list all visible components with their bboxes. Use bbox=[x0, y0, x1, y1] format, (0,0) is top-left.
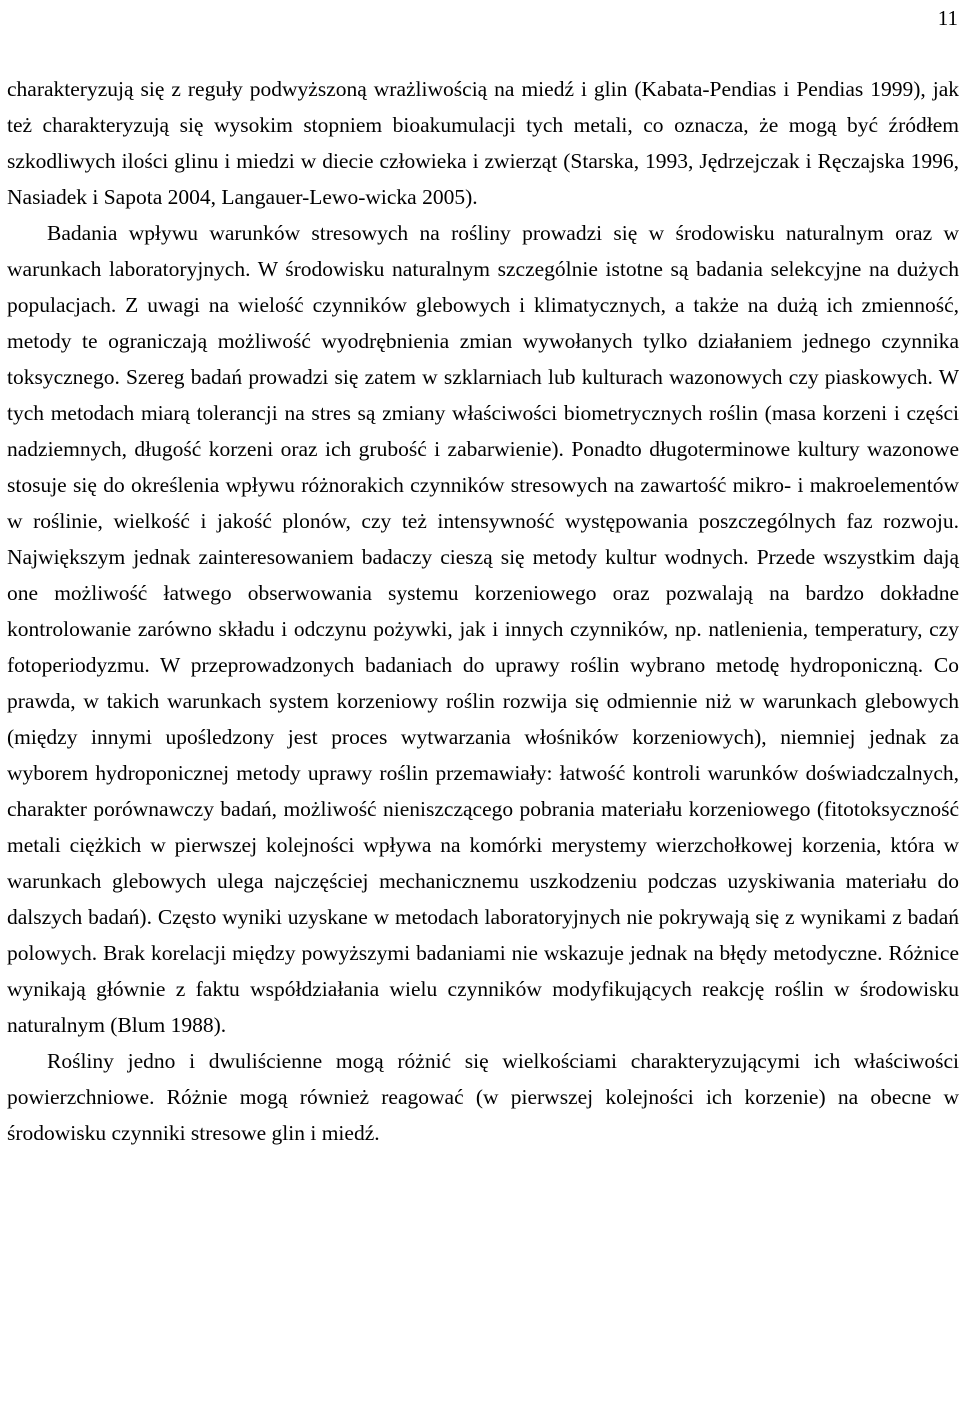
paragraph-plant-properties: Rośliny jedno i dwuliścienne mogą różnić się wielkościami charakteryzującymi ich właściwości powierzchniowe. Różnie mogą również reagować (w pierwszej kolejności ich korzenie) na obecne w środowisku czynniki stresowe glin i miedź. bbox=[7, 1049, 959, 1145]
body-text bbox=[7, 71, 959, 1151]
paragraph-continuation: charakteryzują się z reguły podwyższoną wrażliwością na miedź i glin (Kabata-Pendias i Pendias 1999), jak też charakteryzują się wysokim stopniem bioakumulacji tych metali, co oznacza, że mogą być źródłem szkodliwych ilości glinu i miedzi w diecie człowieka i zwierząt (Starska, 1993, Jędrzejczak i Ręczajska 1996, Nasiadek i Sapota 2004, Langauer-Lewo-wicka 2005). bbox=[7, 77, 959, 209]
page-number: 11 bbox=[937, 6, 958, 30]
paragraph-research-methods: Badania wpływu warunków stresowych na rośliny prowadzi się w środowisku naturalnym oraz w warunkach laboratoryjnych. W środowisku naturalnym szczególnie istotne są badania selekcyjne na dużych populacjach. Z uwagi na wielość czynników glebowych i klimatycznych, a także na dużą ich zmienność, metody te ograniczają możliwość wyodrębnienia zmian wywołanych tylko działaniem jednego czynnika toksycznego. Szereg badań prowadzi się zatem w szklarniach lub kulturach wazonowych czy piaskowych. W tych metodach miarą tolerancji na stres są zmiany właściwości biometrycznych roślin (masa korzeni i części nadziemnych, długość korzeni oraz ich grubość i zabarwienie). Ponadto długoterminowe kultury wazonowe stosuje się do określenia wpływu różnorakich czynników stresowych na zawartość mikro- i makroelementów w roślinie, wielkość i jakość plonów, czy też intensywność występowania poszczególnych faz rozwoju. Największym jednak zainteresowaniem badaczy cieszą się metody kultur wodnych. Przede wszystkim dają one możliwość łatwego obserwowania systemu korzeniowego oraz pozwalają na bardzo dokładne kontrolowanie zarówno składu i odczynu pożywki, jak i innych czynników, np. natlenienia, temperatury, czy fotoperiodyzmu. W przeprowadzonych badaniach do uprawy roślin wybrano metodę hydroponiczną. Co prawda, w takich warunkach system korzeniowy roślin rozwija się odmiennie niż w warunkach glebowych (między innymi upośledzony jest proces wytwarzania włośników korzeniowych), niemniej jednak za wyborem hydroponicznej metody uprawy roślin przemawiały: łatwość kontroli warunków doświadczalnych, charakter porównawczy badań, możliwość nieniszczącego pobrania materiału korzeniowego (fitotoksyczność metali ciężkich w pierwszej kolejności wpływa na komórki merystemy wierzchołkowej korzenia, która w warunkach glebowych ulega najczęściej mechanicznemu uszkodzeniu podczas uzyskiwania materiału do dalszych badań). Często wyniki uzyskane w metodach laboratoryjnych nie pokrywają się z wynikami z badań polowych. Brak korelacji między powyższymi badaniami nie wskazuje jednak na błędy metodyczne. Różnice wynikają głównie z faktu współdziałania wielu czynników modyfikujących reakcję roślin w środowisku naturalnym (Blum 1988). bbox=[7, 221, 959, 1037]
